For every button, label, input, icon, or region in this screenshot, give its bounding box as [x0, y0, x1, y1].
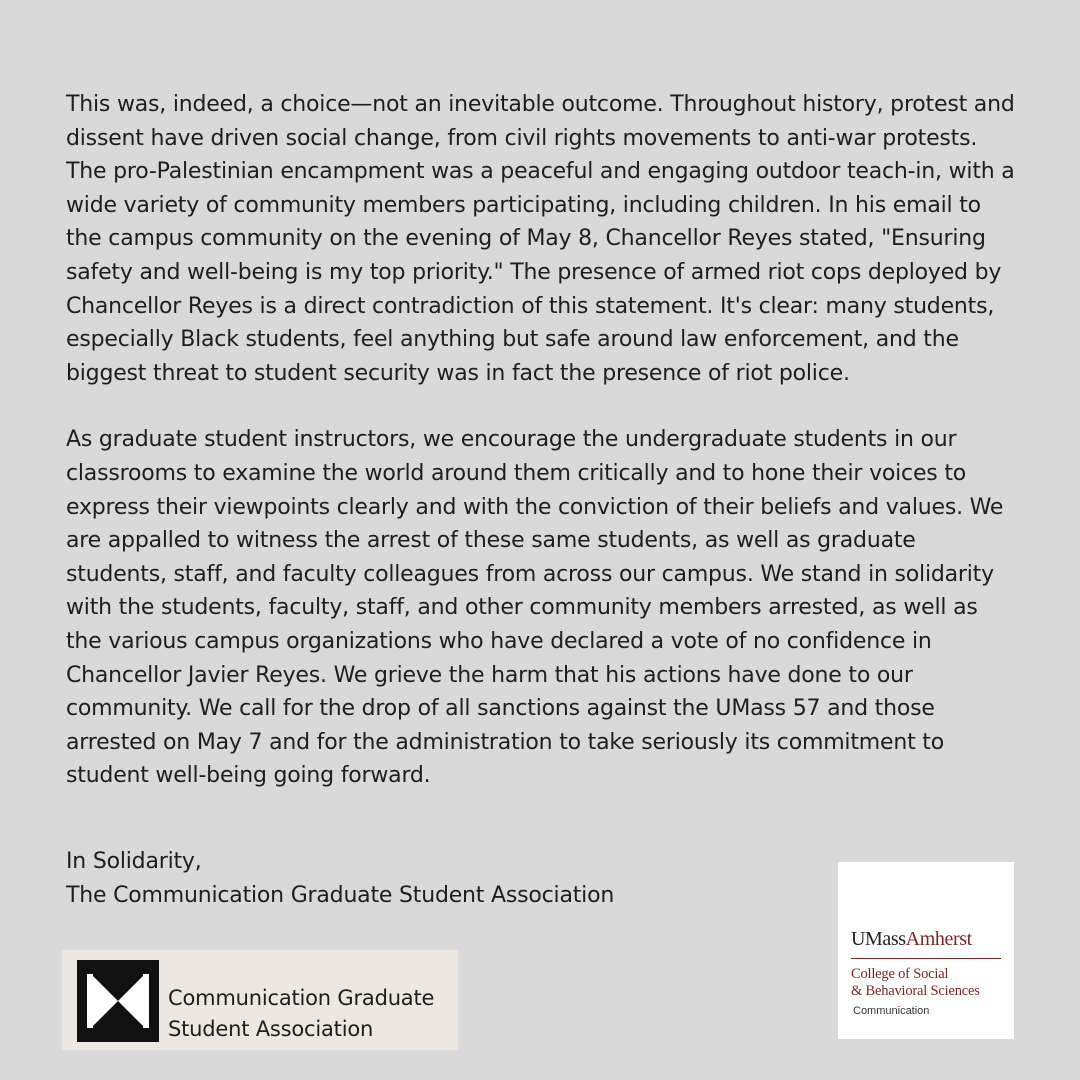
umass-college-name	[851, 966, 980, 1000]
letter-body	[66, 88, 1026, 793]
umass-department: Communication	[853, 1005, 930, 1017]
letter-paragraph-1: This was, indeed, a choice—not an inevitable outcome. Throughout history, protest and dissent have driven social change, from civil rights movements to anti-war protests. The pro-Palestinian encampment was a peaceful and engaging outdoor teach-in, with a wide variety of community members participating, including children. In his email to the campus community on the evening of May 8, Chancellor Reyes stated, "Ensuring safety and well-being is my top priority." The presence of armed riot cops deployed by Chancellor Reyes is a direct contradiction of this statement. It's clear: many students, especially Black students, feel anything but safe around law enforcement, and the biggest threat to student security was in fact the presence of riot police.	[66, 92, 1015, 386]
umass-wordmark-part1: UMass	[851, 928, 906, 950]
umass-wordmark	[851, 928, 972, 950]
umass-college-line-1: College of Social	[851, 966, 949, 982]
closing-line: In Solidarity,	[66, 849, 202, 874]
umass-divider	[851, 958, 1001, 959]
cgsa-logo-line-2: Student Association	[168, 1017, 374, 1041]
umass-wordmark-part2: Amherst	[905, 928, 972, 950]
umass-amherst-logo	[838, 862, 1014, 1039]
signoff	[66, 845, 614, 912]
cgsa-mark-icon	[77, 960, 159, 1042]
umass-college-line-2: & Behavioral Sciences	[851, 983, 980, 999]
cgsa-logo	[62, 950, 458, 1050]
cgsa-logo-text	[168, 983, 434, 1045]
cgsa-logo-line-1: Communication Graduate	[168, 986, 435, 1010]
letter-paragraph-2: As graduate student instructors, we encourage the undergraduate students in our classrooms to examine the world around them critically and to hone their voices to express their viewpoints clearly and with the conviction of their beliefs and values. We are appalled to witness the arrest of these same students, as well as graduate students, staff, and faculty colleagues from across our campus. We stand in solidarity with the students, faculty, staff, and other community members arrested, as well as the various campus organizations who have declared a vote of no confidence in Chancellor Javier Reyes. We grieve the harm that his actions have done to our community. We call for the drop of all sanctions against the UMass 57 and those arrested on May 7 and for the administration to take seriously its commitment to student well-being going forward.	[66, 427, 1004, 789]
signature-line: The Communication Graduate Student Association	[66, 882, 615, 908]
